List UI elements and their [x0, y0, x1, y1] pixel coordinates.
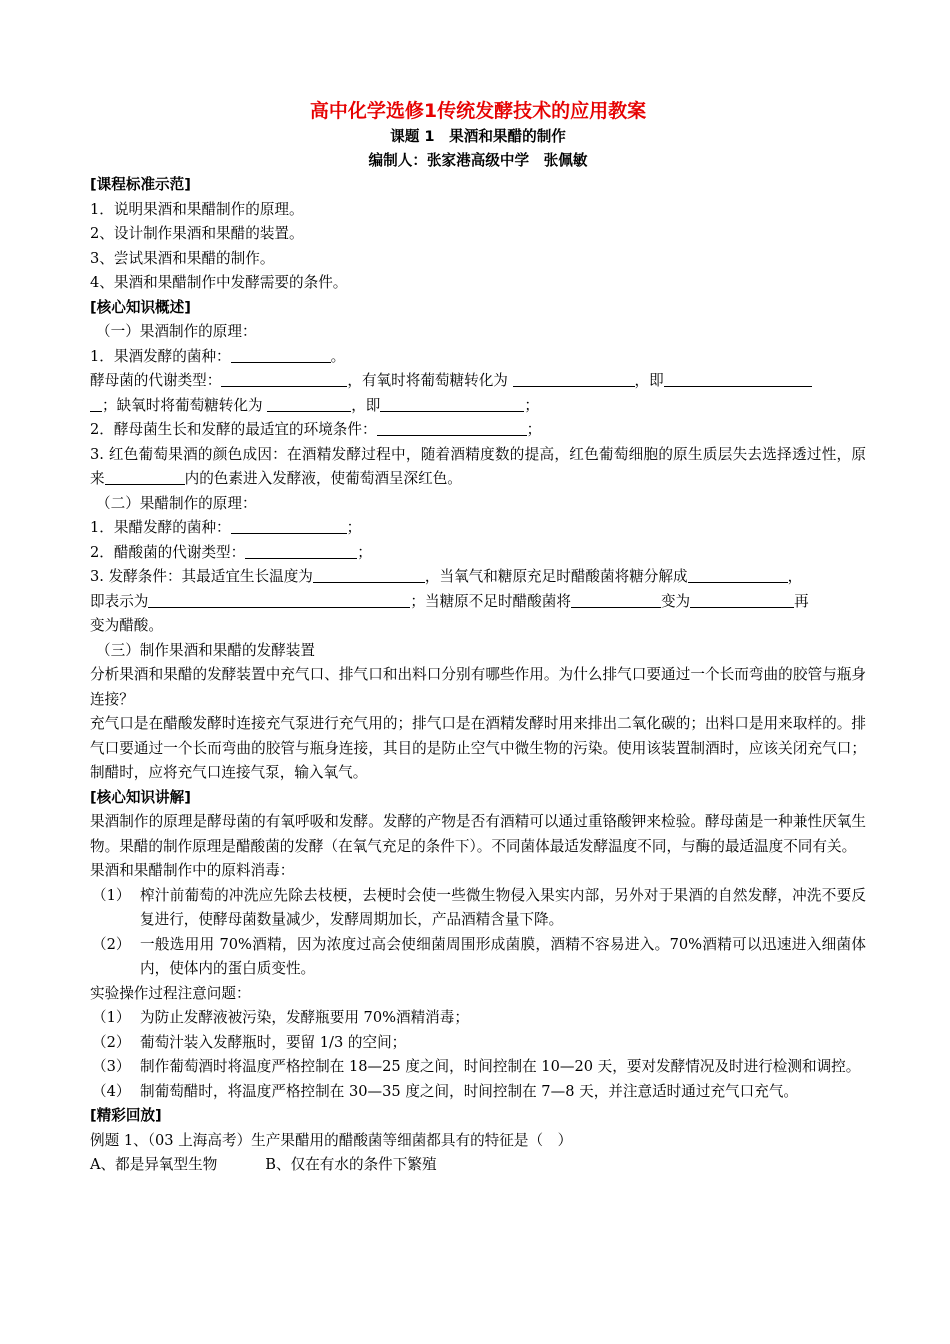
line-text: ，即: [634, 372, 664, 389]
answer-blank[interactable]: [513, 371, 635, 387]
page-title: 高中化学选修1传统发酵技术的应用教案: [309, 100, 647, 122]
line-text: 1．果酒发酵的菌种：: [90, 347, 231, 365]
item-number: （3）: [92, 1058, 131, 1075]
item-text: 制葡萄醋时，将温度严格控制在 30—35 度之间，时间控制在 7—8 天，并注意适时通过充气口充气。: [140, 1082, 799, 1100]
fill-line: [90, 394, 866, 419]
section-heading-overview: [核心知识概述]: [90, 298, 191, 316]
answer-blank[interactable]: [690, 592, 794, 608]
line-text: 再: [794, 592, 809, 610]
list-item: [90, 1055, 866, 1080]
list-item: [90, 884, 866, 933]
author-line: 编制人：张家港高级中学 张佩敏: [368, 152, 588, 169]
answer-blank[interactable]: [231, 347, 331, 363]
fill-line: [90, 565, 866, 590]
answer-paragraph: 充气口是在醋酸发酵时连接充气泵进行充气用的；排气口是在酒精发酵时用来排出二氧化碳的；出料口是用来取样的。排气口要通过一个长而弯曲的胶管与瓶身连接，其目的是防止空气中微生物的污染。使用该装置制酒时，应该关闭充气口；制醋时，应将充气口连接气泵，输入氧气。: [90, 715, 866, 781]
item-text: 制作葡萄酒时将温度严格控制在 18—25 度之间，时间控制在 10—20 天，要对发酵情况及时进行检测和调控。: [140, 1058, 861, 1075]
line-text: 变为: [660, 592, 691, 610]
line-text: 即表示为: [90, 592, 149, 610]
item-text: 榨汁前葡萄的冲洗应先除去枝梗，去梗时会使一些微生物侵入果实内部，另外对于果酒的自然发酵，冲洗不要反复进行，使酵母菌数量减少，发酵周期加长，产品酒精含量下降。: [140, 886, 866, 928]
list-item: [90, 933, 866, 982]
line-text: ；: [526, 421, 542, 438]
line-text: 3. 发酵条件：其最适宜生长温度为: [90, 568, 313, 585]
item-number: （2）: [92, 1033, 131, 1051]
list-item: [90, 1031, 866, 1056]
item-number: （2）: [92, 935, 131, 953]
options-row: [90, 1153, 866, 1178]
example-question: 例题 1、（03 上海高考）生产果醋用的醋酸菌等细菌都具有的特征是（ ）: [90, 1131, 573, 1149]
fill-line: [90, 516, 866, 541]
section-heading-review: [精彩回放]: [90, 1107, 162, 1124]
document-page: [90, 98, 866, 1178]
line-text: ；当糖原不足时醋酸菌将: [410, 592, 571, 610]
answer-blank[interactable]: [148, 592, 410, 608]
line-text: ，当氧气和糖原充足时醋酸菌将糖分解成: [424, 568, 688, 585]
answer-blank[interactable]: [90, 396, 102, 412]
fill-line: [90, 541, 866, 566]
line-text: 。: [330, 347, 346, 365]
line-text: 2．醋酸菌的代谢类型：: [90, 543, 246, 561]
notes-title: 实验操作过程注意问题：: [90, 984, 251, 1002]
list-item: [90, 1006, 866, 1031]
line-text: ；: [357, 543, 372, 561]
list-item: [90, 1080, 866, 1105]
answer-blank[interactable]: [313, 567, 425, 583]
line-text: ；: [524, 396, 539, 414]
answer-blank[interactable]: [571, 592, 661, 608]
subsection-heading: （三）制作果酒和果醋的发酵装置: [96, 641, 315, 659]
explain-paragraph: 果酒制作的原理是酵母菌的有氧呼吸和发酵。发酵的产物是否有酒精可以通过重铬酸钾来检验。酵母菌是一种兼性厌氧生物。果醋的制作原理是醋酸菌的发酵（在氧气充足的条件下）。不同菌体最适发酵温度不同，与酶的最适温度不同有关。: [90, 813, 866, 855]
answer-blank[interactable]: [377, 420, 527, 436]
fill-paragraph: [90, 443, 866, 492]
answer-blank[interactable]: [380, 396, 524, 412]
item-text: 为防止发酵液被污染，发酵瓶要用 70%酒精消毒；: [140, 1009, 469, 1026]
line-text: 3. 红色葡萄果酒的颜色成因：在酒精发酵过程中，随着酒精度数的提高，红色葡萄细胞的原生质层失去选择透过性，原来: [90, 445, 866, 487]
subsection-heading: （一）果酒制作的原理：: [96, 323, 257, 340]
item-text: 一般选用用 70%酒精，因为浓度过高会使细菌周围形成菌膜，酒精不容易进入。70%酒精可以迅速进入细菌体内，使体内的蛋白质变性。: [140, 935, 866, 977]
item-number: （1）: [92, 1009, 131, 1026]
answer-blank[interactable]: [688, 567, 788, 583]
line-text: ；: [346, 519, 362, 536]
line-text: 变为醋酸。: [90, 617, 163, 634]
answer-blank[interactable]: [231, 518, 347, 534]
answer-blank[interactable]: [245, 543, 357, 559]
item-number: （1）: [92, 886, 131, 904]
section-heading-standard: [课程标准示范]: [90, 176, 191, 193]
standard-item: 2、设计制作果酒和果醋的装置。: [90, 225, 304, 242]
answer-blank[interactable]: [267, 396, 351, 412]
standard-item: 1．说明果酒和果醋制作的原理。: [90, 200, 304, 218]
line-text: 2．酵母菌生长和发酵的最适宜的环境条件：: [90, 421, 377, 438]
line-text: ；缺氧时将葡萄糖转化为: [102, 396, 263, 414]
line-text: ，: [787, 568, 803, 585]
option-a[interactable]: A、都是异氧型生物: [90, 1156, 218, 1173]
answer-blank[interactable]: [105, 469, 185, 485]
option-b[interactable]: B、仅在有水的条件下繁殖: [265, 1156, 437, 1173]
item-text: 葡萄汁装入发酵瓶时，要留 1/3 的空间；: [140, 1033, 407, 1051]
answer-blank[interactable]: [664, 371, 812, 387]
fill-line: [90, 418, 866, 443]
question-paragraph: 分析果酒和果醋的发酵装置中充气口、排气口和出料口分别有哪些作用。为什么排气口要通过一个长而弯曲的胶管与瓶身连接？: [90, 666, 866, 708]
fill-line: [90, 345, 866, 370]
standard-item: 4、果酒和果醋制作中发酵需要的条件。: [90, 274, 348, 291]
line-text: ，有氧时将葡萄糖转化为: [347, 372, 508, 389]
fill-line: [90, 590, 866, 615]
fill-line: [90, 369, 866, 394]
topic-heading: 课题 1 果酒和果醋的制作: [390, 128, 566, 145]
subsection-heading: （二）果醋制作的原理：: [96, 494, 257, 512]
line-text: 1．果醋发酵的菌种：: [90, 519, 231, 536]
item-number: （4）: [92, 1082, 131, 1100]
line-text: 内的色素进入发酵液，使葡萄酒呈深红色。: [184, 470, 462, 487]
line-text: 酵母菌的代谢类型：: [90, 372, 222, 389]
disinfect-title: 果酒和果醋制作中的原料消毒：: [90, 862, 295, 879]
answer-blank[interactable]: [221, 371, 347, 387]
line-text: ，即: [351, 396, 381, 414]
section-heading-explain: [核心知识讲解]: [90, 788, 191, 806]
standard-item: 3、尝试果酒和果醋的制作。: [90, 249, 275, 267]
